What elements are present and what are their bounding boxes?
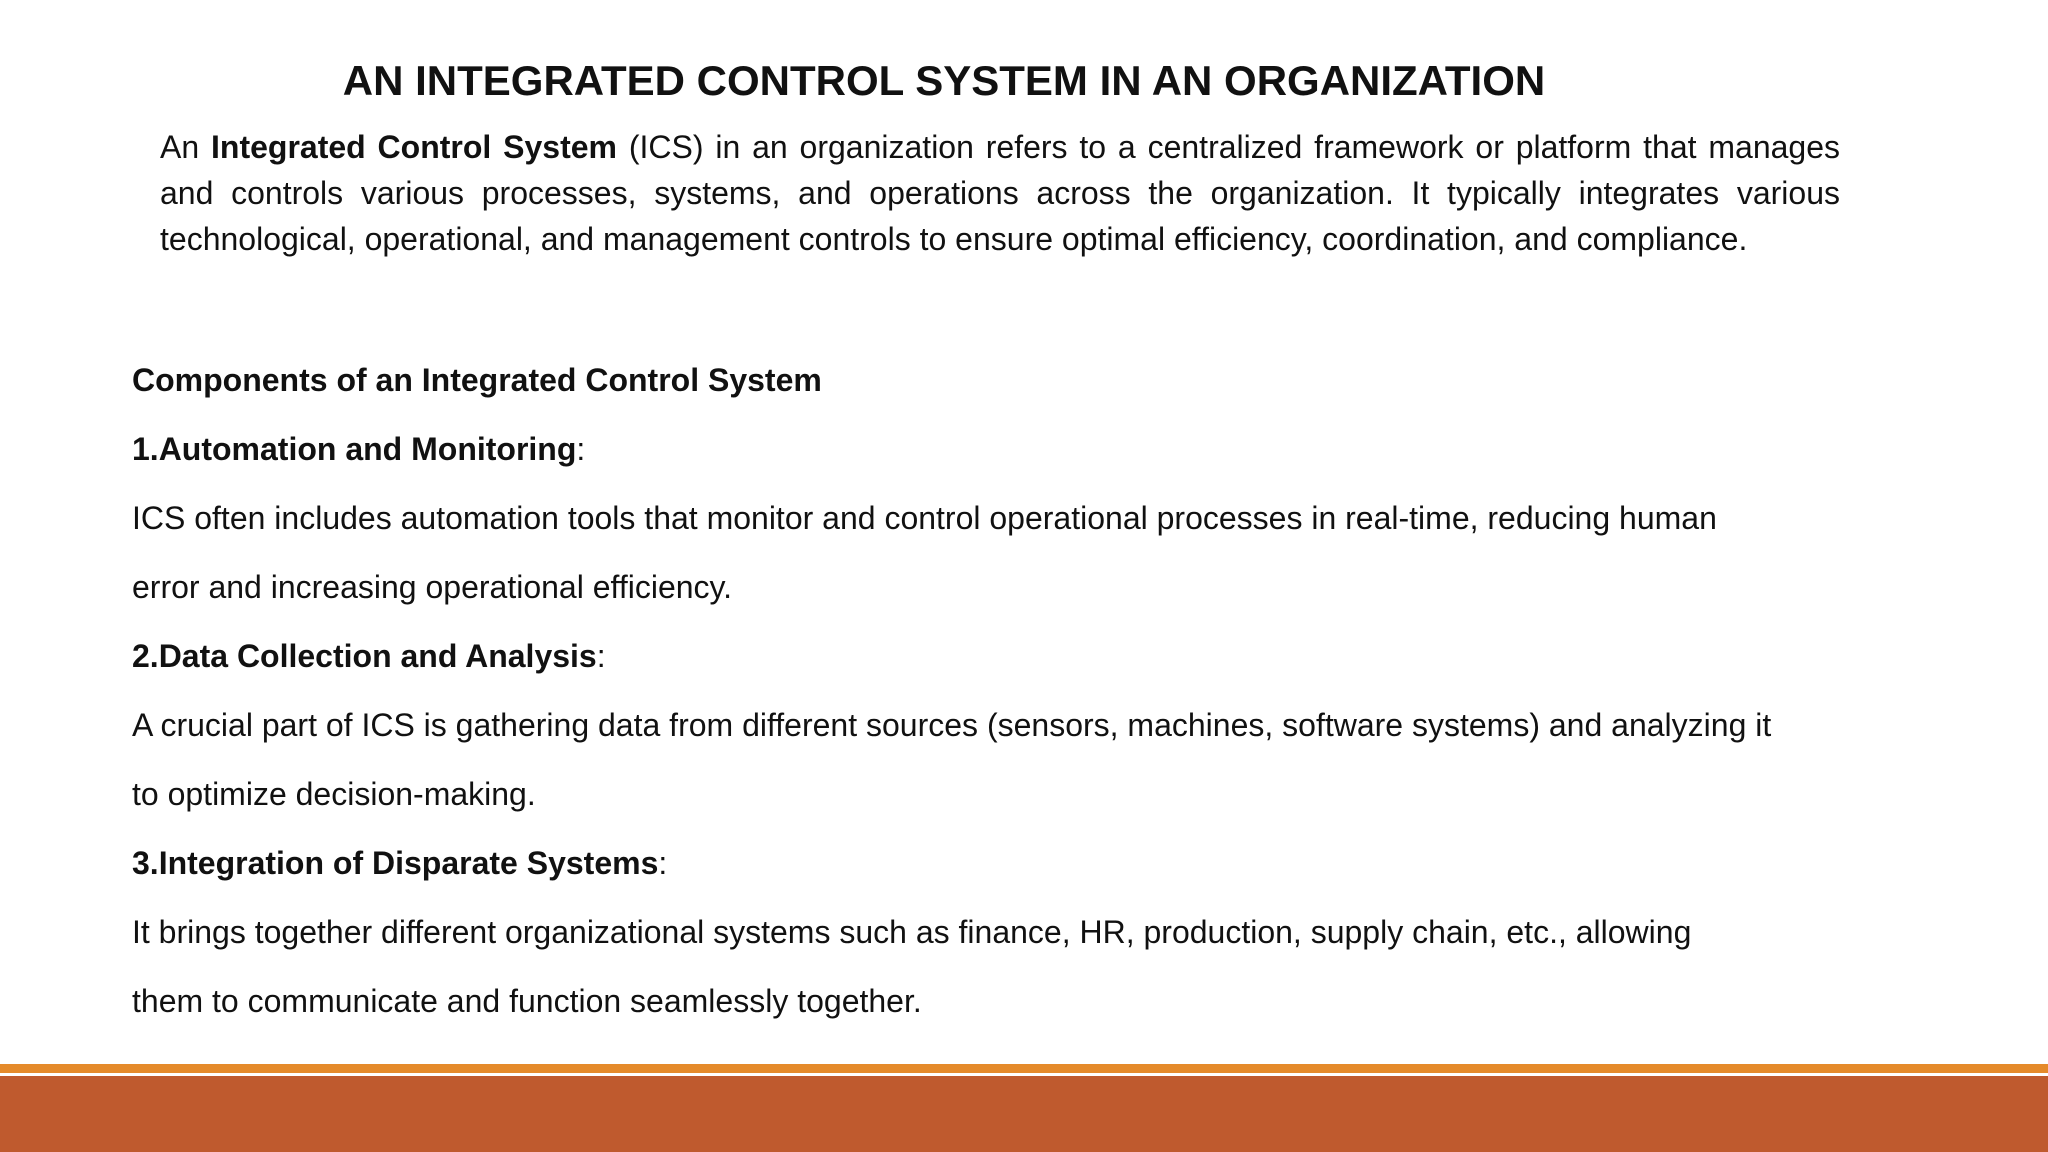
intro-text: (ICS) in an organization refers to a centralized framework or platform that manages and controls various processes, systems, and operations across the organization. It typically integrates various technological, operational, and management controls to ensure optimal efficiency, coordination, and compliance. (160, 129, 1841, 257)
component-colon: : (658, 845, 668, 881)
component-title: 1.Automation and Monitoring (132, 431, 577, 467)
component-colon: : (576, 431, 586, 467)
footer-bar (0, 1076, 2048, 1152)
component-text-line: error and increasing operational efficiency. (132, 569, 733, 605)
component-title: 2.Data Collection and Analysis (132, 638, 597, 674)
intro-term: Integrated Control System (211, 129, 617, 165)
intro-paragraph (160, 124, 1840, 262)
component-text-line: ICS often includes automation tools that monitor and control operational processes in real-time, reducing human (132, 500, 1717, 536)
component-heading-1 (132, 415, 1932, 484)
component-text-line: A crucial part of ICS is gathering data from different sources (sensors, machines, software systems) and analyzing it (132, 707, 1772, 743)
component-text-line: to optimize decision-making. (132, 776, 536, 812)
component-title: 3.Integration of Disparate Systems (132, 845, 659, 881)
footer-stripe (0, 1064, 2048, 1073)
component-text-line: them to communicate and function seamlessly together. (132, 983, 922, 1019)
component-heading-3 (132, 829, 1932, 898)
slide-title: AN INTEGRATED CONTROL SYSTEM IN AN ORGANIZATION (342, 57, 1546, 104)
component-heading-2 (132, 622, 1932, 691)
component-text-line: It brings together different organizational systems such as finance, HR, production, supply chain, etc., allowing (132, 914, 1692, 950)
component-colon: : (596, 638, 606, 674)
intro-prefix: An (160, 129, 211, 165)
components-section (132, 346, 1932, 1036)
section-heading: Components of an Integrated Control System (132, 362, 822, 398)
